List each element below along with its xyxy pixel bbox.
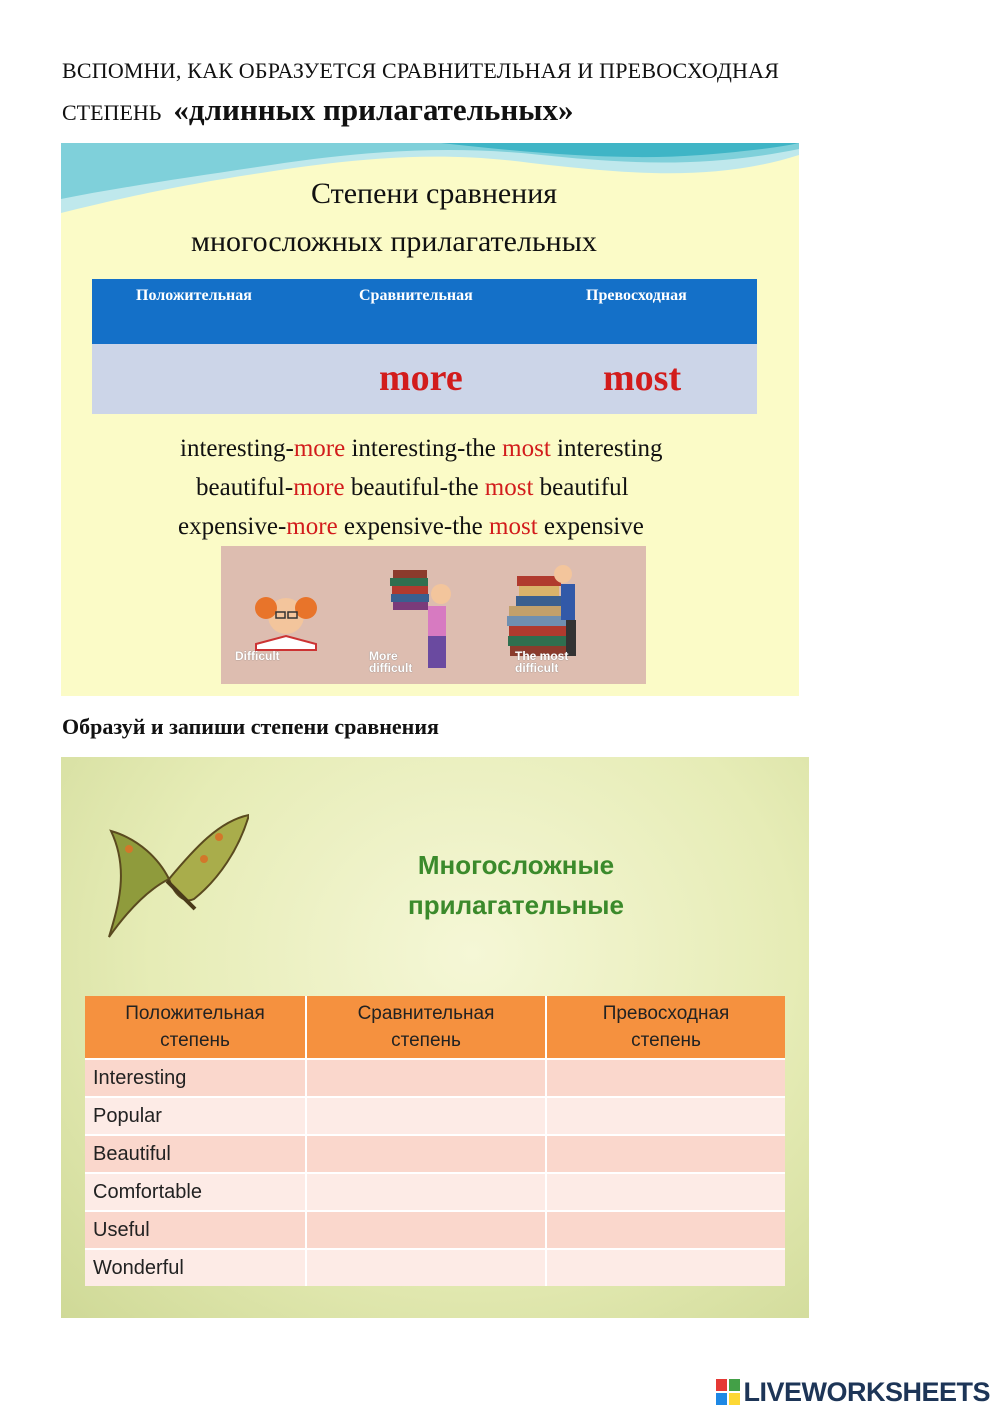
brand-text: LIVEWORKSHEETS xyxy=(743,1376,990,1407)
logo-blocks-icon xyxy=(716,1379,740,1405)
liveworksheets-logo[interactable] xyxy=(716,1376,990,1408)
superlative-answer-cell[interactable] xyxy=(546,1059,785,1097)
header-positive-degree: Положительная степень xyxy=(85,996,306,1059)
comparative-answer-cell[interactable] xyxy=(306,1211,546,1249)
slide1-title: Степени сравнения xyxy=(311,177,558,210)
task-instruction: Образуй и запиши степени сравнения xyxy=(62,714,439,739)
comparative-answer-cell[interactable] xyxy=(306,1059,546,1097)
header-comparative: Сравнительная xyxy=(359,287,473,304)
header-superlative-degree: Превосходная степень xyxy=(546,996,785,1059)
degrees-table-row xyxy=(92,344,757,414)
header-comparative-degree: Сравнительная степень xyxy=(306,996,546,1059)
superlative-answer-cell[interactable] xyxy=(546,1097,785,1135)
table-row xyxy=(85,1211,785,1249)
exercise-table-header xyxy=(85,996,785,1059)
table-row xyxy=(85,1173,785,1211)
adjective-cell: Useful xyxy=(85,1211,306,1249)
degrees-table-header xyxy=(92,279,757,344)
caption-difficult: Difficult xyxy=(235,649,280,663)
rule-slide xyxy=(61,143,799,696)
exercise-table xyxy=(85,996,785,1286)
intro-bold: «длинных прилагательных» xyxy=(173,92,574,127)
adjective-cell: Beautiful xyxy=(85,1135,306,1173)
caption-more-difficult: More difficult xyxy=(369,649,413,675)
cell-more: more xyxy=(379,357,463,399)
comparative-answer-cell[interactable] xyxy=(306,1135,546,1173)
adjective-cell: Interesting xyxy=(85,1059,306,1097)
intro-prefix: СТЕПЕНЬ xyxy=(62,100,162,125)
table-row xyxy=(85,1249,785,1286)
superlative-answer-cell[interactable] xyxy=(546,1135,785,1173)
difficulty-illustration xyxy=(221,546,646,684)
cell-most: most xyxy=(603,357,682,399)
adjective-cell: Popular xyxy=(85,1097,306,1135)
children-books-picture xyxy=(221,546,646,684)
table-row xyxy=(85,1059,785,1097)
table-row xyxy=(85,1135,785,1173)
superlative-answer-cell[interactable] xyxy=(546,1173,785,1211)
comparative-answer-cell[interactable] xyxy=(306,1249,546,1286)
caption-most-difficult: The most difficult xyxy=(515,649,569,675)
intro-heading-line2 xyxy=(62,92,574,128)
table-row xyxy=(85,1097,785,1135)
example-line: interesting-more interesting-the most interesting xyxy=(180,435,663,462)
comparative-answer-cell[interactable] xyxy=(306,1173,546,1211)
adjective-cell: Wonderful xyxy=(85,1249,306,1286)
header-positive: Положительная xyxy=(136,287,252,304)
example-line: beautiful-more beautiful-the most beautiful xyxy=(196,474,629,501)
exercise-slide xyxy=(61,757,809,1318)
butterfly-icon xyxy=(99,809,249,949)
superlative-answer-cell[interactable] xyxy=(546,1211,785,1249)
header-superlative: Превосходная xyxy=(586,287,687,304)
intro-heading-line1: ВСПОМНИ, КАК ОБРАЗУЕТСЯ СРАВНИТЕЛЬНАЯ И ПРЕВОСХОДНАЯ xyxy=(62,58,780,83)
adjective-cell: Comfortable xyxy=(85,1173,306,1211)
example-line: expensive-more expensive-the most expensive xyxy=(178,513,644,540)
comparative-answer-cell[interactable] xyxy=(306,1097,546,1135)
slide1-subtitle: многосложных прилагательных xyxy=(191,225,597,258)
superlative-answer-cell[interactable] xyxy=(546,1249,785,1286)
slide2-title: Многосложные прилагательные xyxy=(408,850,624,920)
